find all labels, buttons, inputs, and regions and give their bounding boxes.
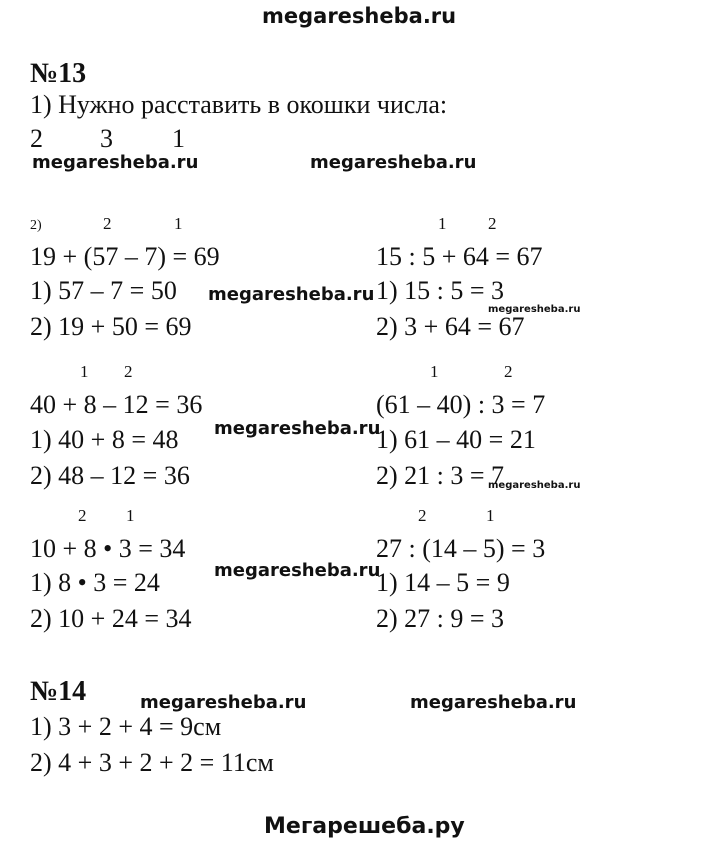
example-step: 2) 10 + 24 = 34: [30, 604, 192, 633]
order-mark: 2: [103, 214, 112, 233]
part2-label: 2): [30, 218, 42, 233]
example-step: 2) 3 + 64 = 67: [376, 312, 525, 341]
order-mark: 2: [418, 506, 427, 525]
header-site-name: megaresheba.ru: [262, 4, 457, 28]
order-mark: 1: [126, 506, 135, 525]
watermark: megaresheba.ru: [488, 304, 581, 315]
watermark: megaresheba.ru: [208, 284, 375, 305]
part1-number-1: 2: [30, 124, 43, 153]
example-step: 1) 40 + 8 = 48: [30, 425, 179, 454]
example-step: 2) 21 : 3 = 7: [376, 461, 505, 490]
example-step: 2) 48 – 12 = 36: [30, 461, 190, 490]
watermark: megaresheba.ru: [140, 692, 307, 713]
order-mark: 1: [486, 506, 495, 525]
watermark: megaresheba.ru: [410, 692, 577, 713]
task-13-part1-text: 1) Нужно расставить в окошки числа:: [30, 90, 448, 119]
example-step: 1) 14 – 5 = 9: [376, 568, 510, 597]
task-14-line: 1) 3 + 2 + 4 = 9см: [30, 712, 222, 741]
example-step: 2) 27 : 9 = 3: [376, 604, 505, 633]
example-step: 1) 15 : 5 = 3: [376, 276, 505, 305]
order-mark: 2: [488, 214, 497, 233]
watermark: megaresheba.ru: [214, 418, 381, 439]
example-expression: 19 + (57 – 7) = 69: [30, 242, 220, 271]
example-expression: 10 + 8 • 3 = 34: [30, 534, 186, 563]
example-step: 1) 61 – 40 = 21: [376, 425, 536, 454]
task-14-line: 2) 4 + 3 + 2 + 2 = 11см: [30, 748, 274, 777]
watermark: megaresheba.ru: [32, 152, 199, 173]
task-13-title: №13: [30, 58, 87, 89]
example-expression: 15 : 5 + 64 = 67: [376, 242, 543, 271]
order-mark: 2: [124, 362, 133, 381]
task-14-title: №14: [30, 676, 87, 707]
order-mark: 1: [438, 214, 447, 233]
watermark: megaresheba.ru: [310, 152, 477, 173]
footer-site-name: Мегарешеба.ру: [264, 814, 465, 839]
part1-number-3: 1: [172, 124, 185, 153]
example-expression: 40 + 8 – 12 = 36: [30, 390, 203, 419]
example-step: 1) 8 • 3 = 24: [30, 568, 160, 597]
order-mark: 1: [430, 362, 439, 381]
part1-number-2: 3: [100, 124, 113, 153]
example-expression: (61 – 40) : 3 = 7: [376, 390, 546, 419]
order-mark: 2: [78, 506, 87, 525]
example-step: 1) 57 – 7 = 50: [30, 276, 177, 305]
example-expression: 27 : (14 – 5) = 3: [376, 534, 546, 563]
example-step: 2) 19 + 50 = 69: [30, 312, 192, 341]
order-mark: 1: [174, 214, 183, 233]
order-mark: 1: [80, 362, 89, 381]
watermark: megaresheba.ru: [488, 480, 581, 491]
watermark: megaresheba.ru: [214, 560, 381, 581]
order-mark: 2: [504, 362, 513, 381]
